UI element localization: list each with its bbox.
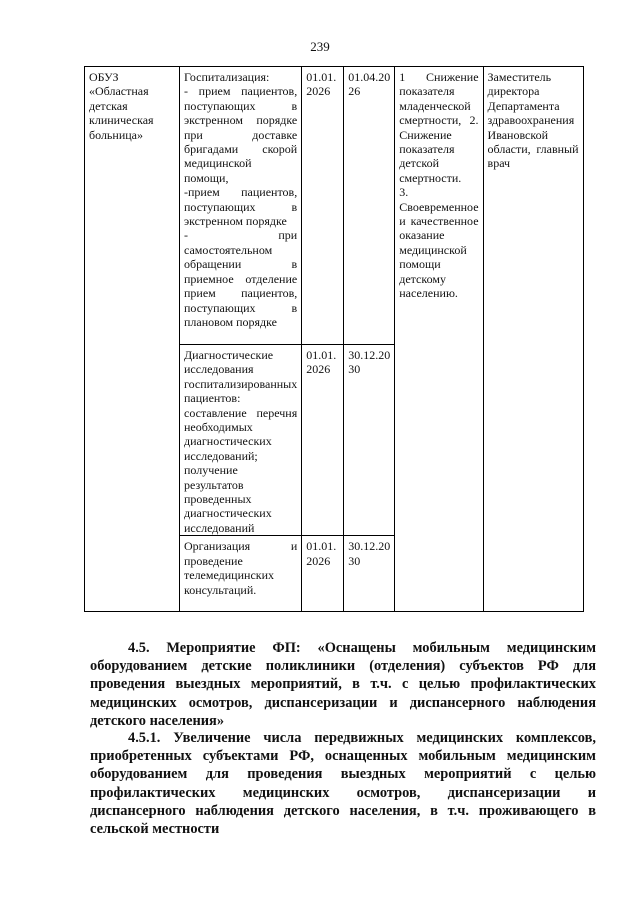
- section-4-5-text: 4.5. Мероприятие ФП: «Оснащены мобильным медицинским оборудованием детские поликлиники (отделения) субъектов РФ для проведения выездных мероприятий, в т.ч. с целью профилактических медицинских осмотров, диспансеризации и диспансерного наблюдения детского населения»: [90, 640, 596, 729]
- organization-text: ОБУЗ «Областная детская клиническая больница»: [89, 70, 154, 142]
- section-4-5-1: [90, 729, 596, 838]
- plan-table: [84, 66, 584, 612]
- end-date: 30.12.20 30: [348, 539, 391, 568]
- activity-cell: [180, 67, 302, 345]
- start-date: 01.01. 2026: [306, 348, 337, 377]
- section-4-5: [90, 639, 596, 730]
- activity-text: Госпитализация: - прием пациентов, поступающих в экстренном порядке при доставке бригадами скорой медицинской помощи, -прием пациентов, поступающих в экстренном порядке - при самостоятельном обращении в приемное отделение прием пациентов, поступающих в плановом порядке: [184, 70, 298, 329]
- end-date: 30.12.20 30: [348, 348, 391, 377]
- start-date: 01.01. 2026: [306, 70, 337, 99]
- activity-text: Организация и проведение телемедицинских консультаций.: [184, 539, 298, 597]
- start-date-cell: [302, 536, 344, 612]
- table-row: [85, 67, 584, 345]
- responsible-text: Заместитель директора Департамента здравоохранения Ивановской области, главный врач: [487, 70, 579, 171]
- organization-cell: [85, 67, 180, 612]
- end-date: 01.04.20 26: [348, 70, 391, 99]
- end-date-cell: [344, 67, 395, 345]
- start-date: 01.01. 2026: [306, 539, 337, 568]
- activity-cell: [180, 536, 302, 612]
- result-text: 1 Снижение показателя младенческой смертности, 2. Снижение показателя детской смертности. 3. Своевременное и качественное оказание медицинской помощи детскому населению.: [399, 70, 479, 301]
- page-number: 239: [310, 39, 330, 54]
- start-date-cell: [302, 67, 344, 345]
- start-date-cell: [302, 345, 344, 536]
- activity-cell: [180, 345, 302, 536]
- section-4-5-1-text: 4.5.1. Увеличение числа передвижных медицинских комплексов, приобретенных субъектами РФ, оснащенных мобильным медицинским оборудованием для проведения выездных мероприятий с целью профилактических медицинских осмотров, диспансеризации и диспансерного наблюдения детского населения, в т.ч. проживающего в сельской местности: [90, 730, 596, 838]
- responsible-cell: [483, 67, 583, 612]
- end-date-cell: [344, 345, 395, 536]
- result-cell: [395, 67, 483, 612]
- end-date-cell: [344, 536, 395, 612]
- activity-text: Диагностические исследования госпитализированных пациентов: составление перечня необходимых диагностических исследований; получение результатов проведенных диагностических исследований: [184, 348, 298, 535]
